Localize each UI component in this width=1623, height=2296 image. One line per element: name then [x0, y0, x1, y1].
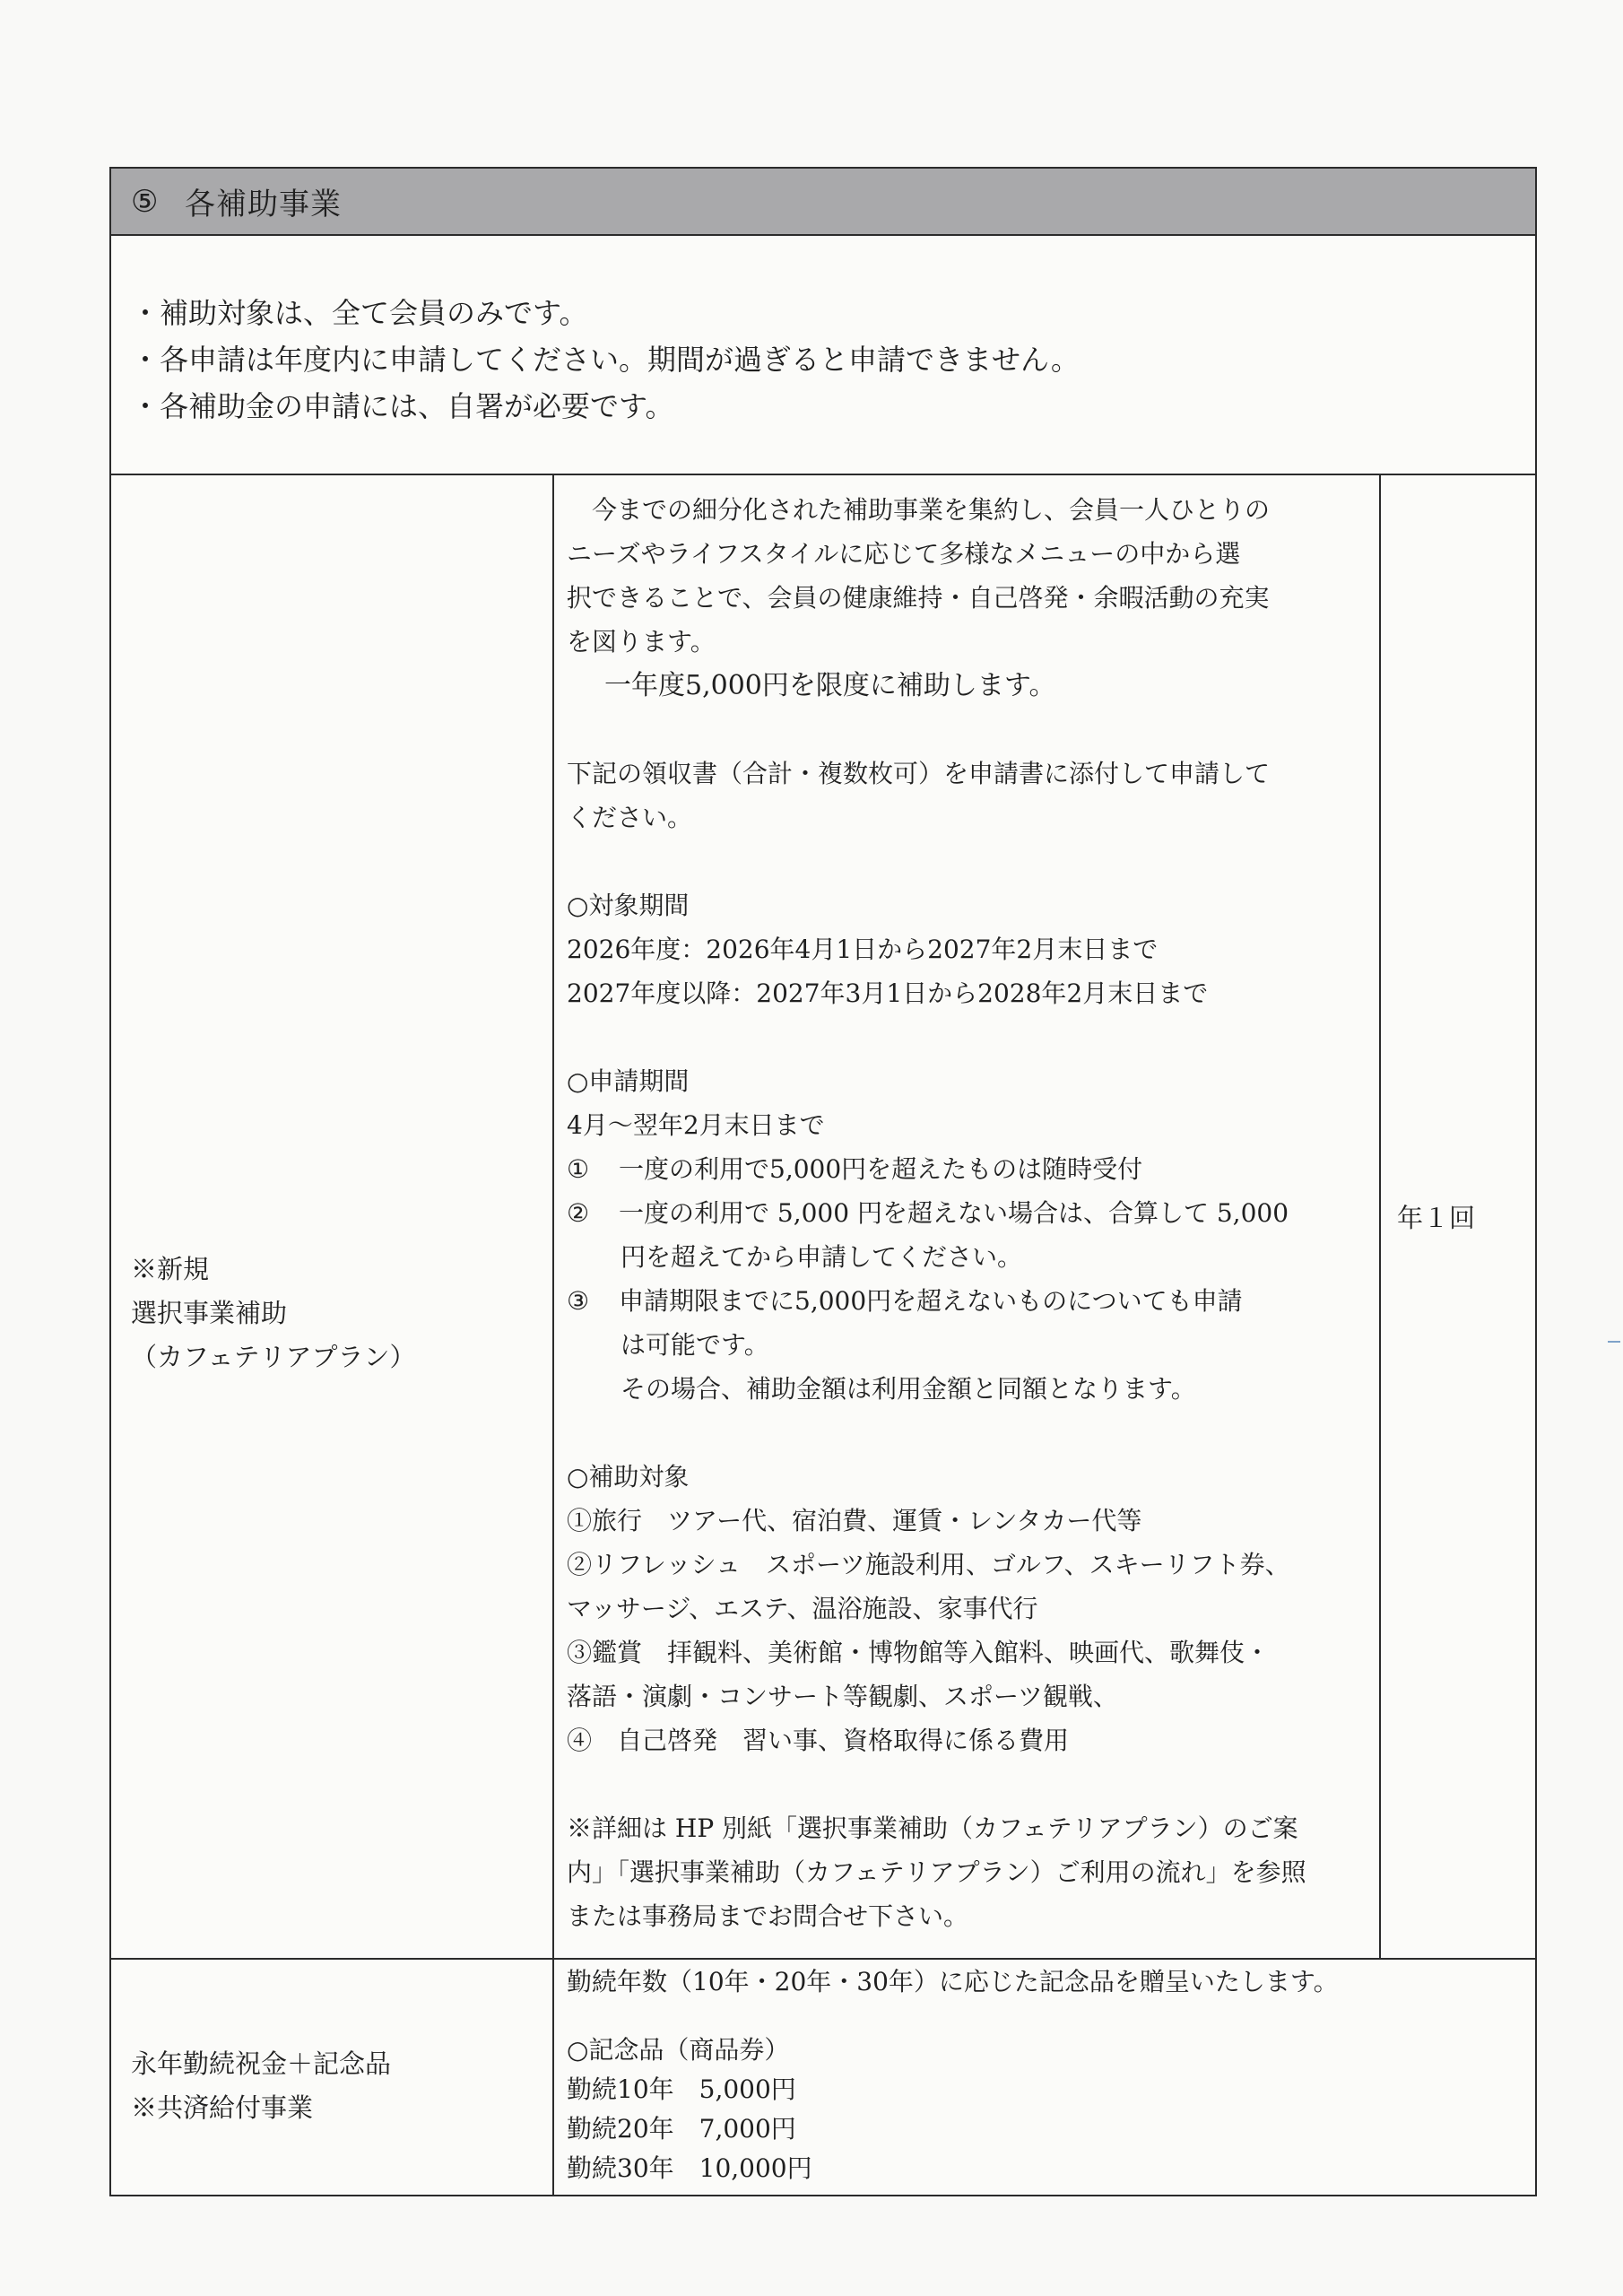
- description-line: 勤続年数（10年・20年・30年）に応じた記念品を贈呈いたします。: [567, 1967, 1339, 1996]
- subsidy-target-line: 落語・演劇・コンサート等観劇、スポーツ観戦、: [567, 1682, 1118, 1711]
- item-text: は可能です。: [621, 1330, 769, 1360]
- application-period-heading: ○申請期間: [567, 1066, 690, 1096]
- intro-note: ・補助対象は、全て会員のみです。: [131, 296, 588, 330]
- application-period-line: 4月～翌年2月末日まで: [567, 1110, 825, 1140]
- section-number: ⑤: [131, 183, 160, 220]
- intro-notes: [111, 236, 1535, 475]
- subsidy-target-line: マッサージ、エステ、温浴施設、家事代行: [567, 1594, 1038, 1623]
- application-rule-item: [567, 1147, 1370, 1191]
- frequency-cell: [1381, 475, 1535, 1958]
- target-period-line: 2027年度以降：2027年3月1日から2028年2月末日まで: [567, 978, 1209, 1008]
- item-text: 一度の利用で5,000円を超えたものは随時受付: [619, 1154, 1143, 1184]
- gift-line: 勤続30年 10,000円: [567, 2153, 812, 2183]
- program-name-cell: [111, 1960, 554, 2195]
- scan-edge-mark: [1608, 1341, 1620, 1343]
- target-period-line: 2026年度：2026年4月1日から2027年2月末日まで: [567, 935, 1159, 964]
- item-text: 円を超えてから申請してください。: [621, 1242, 1023, 1272]
- program-name-line: （カフェテリアプラン）: [131, 1341, 416, 1372]
- subsidy-target-line: ②リフレッシュ スポーツ施設利用、ゴルフ、スキーリフト券、: [567, 1550, 1290, 1579]
- description-line: ニーズやライフスタイルに応じて多様なメニューの中から選: [567, 539, 1241, 569]
- item-text: 申請期限までに5,000円を超えないものについても申請: [619, 1286, 1243, 1316]
- target-period-heading: ○対象期間: [567, 891, 690, 920]
- description-line: 択できることで、会員の健康維持・自己啓発・余暇活動の充実: [567, 583, 1270, 613]
- subsidy-table: [109, 167, 1537, 2196]
- item-text: 一度の利用で 5,000 円を超えない場合は、合算して 5,000: [619, 1198, 1289, 1228]
- note-line: または事務局までお問合せ下さい。: [567, 1901, 969, 1931]
- subsidy-target-heading: ○補助対象: [567, 1462, 690, 1492]
- receipt-line: ください。: [567, 803, 693, 832]
- table-row-cafeteria: [111, 475, 1535, 1960]
- intro-note: ・各申請は年度内に申請してください。期間が過ぎると申請できません。: [131, 343, 1080, 377]
- description-line: を図ります。: [567, 627, 716, 657]
- item-marker: ③: [567, 1286, 590, 1316]
- subsidy-limit: 一年度5,000円を限度に補助します。: [604, 670, 1056, 701]
- subsidy-target-line: ③鑑賞 拝観料、美術館・博物館等入館料、映画代、歌舞伎・: [567, 1638, 1271, 1667]
- note-line: ※詳細は HP 別紙「選択事業補助（カフェテリアプラン）のご案: [567, 1813, 1298, 1843]
- table-row-longservice: [111, 1960, 1535, 2195]
- section-title: 各補助事業: [185, 187, 342, 222]
- intro-note: ・各補助金の申請には、自署が必要です。: [131, 389, 674, 423]
- program-description-cell: [554, 475, 1381, 1958]
- subsidy-target-line: ①旅行 ツアー代、宿泊費、運賃・レンタカー代等: [567, 1506, 1142, 1535]
- program-name-cell: [111, 475, 554, 1958]
- item-text: その場合、補助金額は利用金額と同額となります。: [621, 1374, 1196, 1404]
- program-name-line: ※共済給付事業: [131, 2092, 314, 2123]
- gift-line: 勤続10年 5,000円: [567, 2074, 796, 2104]
- frequency: 年１回: [1397, 1203, 1476, 1233]
- program-description-cell: [554, 1960, 1535, 2195]
- gift-line: 勤続20年 7,000円: [567, 2114, 796, 2144]
- subsidy-target-line: ④ 自己啓発 習い事、資格取得に係る費用: [567, 1726, 1070, 1755]
- program-name-line: 選択事業補助: [131, 1297, 288, 1328]
- item-marker: ②: [567, 1198, 590, 1228]
- section-header: [111, 169, 1535, 236]
- gift-heading: ○記念品（商品券）: [567, 2035, 790, 2065]
- application-rule-item: [567, 1191, 1370, 1235]
- item-marker: ①: [567, 1154, 590, 1184]
- application-rule-item: [567, 1279, 1370, 1323]
- note-line: 内」「選択事業補助（カフェテリアプラン）ご利用の流れ」を参照: [567, 1857, 1306, 1887]
- program-name-line: ※新規: [131, 1253, 210, 1284]
- description-line: 今までの細分化された補助事業を集約し、会員一人ひとりの: [592, 495, 1271, 525]
- program-name-line: 永年勤続祝金＋記念品: [131, 2048, 392, 2079]
- receipt-line: 下記の領収書（合計・複数枚可）を申請書に添付して申請して: [567, 759, 1271, 788]
